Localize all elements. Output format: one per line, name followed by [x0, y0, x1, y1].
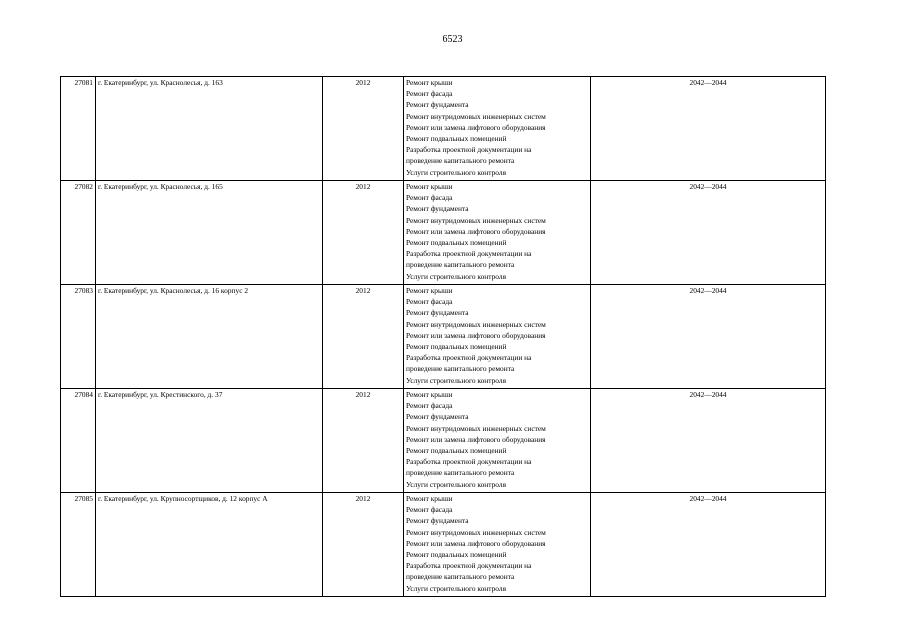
work-item: Ремонт подвальных помещений [406, 238, 507, 248]
work-item: проведение капитального ремонта [406, 468, 515, 478]
table-row [61, 493, 826, 597]
repair-period: 2042—2044 [591, 181, 826, 285]
year-cell: 2012 [323, 77, 404, 181]
building-address: г. Екатеринбург, ул. Краснолесья, д. 16 корпус 2 [96, 285, 323, 389]
year-cell: 2012 [323, 285, 404, 389]
work-item: Ремонт внутридомовых инженерных систем [406, 527, 546, 537]
year-cell: 2012 [323, 389, 404, 493]
work-item: Услуги строительного контроля [406, 167, 506, 177]
work-item: Ремонт крыши [406, 494, 453, 503]
table-row [61, 77, 826, 181]
work-item: Ремонт фасада [406, 401, 453, 411]
table-row [61, 181, 826, 285]
repair-period: 2042—2044 [591, 77, 826, 181]
works-list [404, 389, 591, 493]
work-item: Ремонт внутридомовых инженерных систем [406, 111, 546, 121]
work-item: Ремонт крыши [406, 78, 453, 87]
work-item: Ремонт или замена лифтового оборудования [406, 226, 546, 236]
work-item: Ремонт крыши [406, 390, 453, 399]
building-address: г. Екатеринбург, ул. Краснолесья, д. 165 [96, 181, 323, 285]
work-item: Ремонт фасада [406, 297, 453, 307]
repair-schedule-table [60, 76, 826, 597]
work-item: Ремонт внутридомовых инженерных систем [406, 215, 546, 225]
work-item: Ремонт подвальных помещений [406, 446, 507, 456]
work-item: Услуги строительного контроля [406, 375, 506, 385]
work-item: Разработка проектной документации на [406, 249, 532, 259]
work-item: Ремонт внутридомовых инженерных систем [406, 319, 546, 329]
work-item: Услуги строительного контроля [406, 271, 506, 281]
table-row [61, 285, 826, 389]
row-number: 27081 [61, 77, 96, 181]
works-list [404, 181, 591, 285]
work-item: Ремонт фундамента [406, 516, 469, 526]
year-cell: 2012 [323, 181, 404, 285]
works-list [404, 77, 591, 181]
repair-period: 2042—2044 [591, 285, 826, 389]
works-list [404, 493, 591, 597]
work-item: Ремонт фундамента [406, 204, 469, 214]
work-item: Ремонт фасада [406, 89, 453, 99]
table-row [61, 389, 826, 493]
building-address: г. Екатеринбург, ул. Крупносортщиков, д. 12 корпус А [96, 493, 323, 597]
work-item: Ремонт подвальных помещений [406, 134, 507, 144]
year-cell: 2012 [323, 493, 404, 597]
work-item: проведение капитального ремонта [406, 572, 515, 582]
work-item: Ремонт подвальных помещений [406, 342, 507, 352]
work-item: Ремонт или замена лифтового оборудования [406, 122, 546, 132]
work-item: Ремонт или замена лифтового оборудования [406, 434, 546, 444]
building-address: г. Екатеринбург, ул. Краснолесья, д. 163 [96, 77, 323, 181]
work-item: Ремонт фундамента [406, 308, 469, 318]
building-address: г. Екатеринбург, ул. Крестинского, д. 37 [96, 389, 323, 493]
row-number: 27083 [61, 285, 96, 389]
work-item: Услуги строительного контроля [406, 479, 506, 489]
work-item: Разработка проектной документации на [406, 353, 532, 363]
work-item: проведение капитального ремонта [406, 260, 515, 270]
row-number: 27084 [61, 389, 96, 493]
work-item: Ремонт или замена лифтового оборудования [406, 538, 546, 548]
work-item: проведение капитального ремонта [406, 156, 515, 166]
work-item: Разработка проектной документации на [406, 561, 532, 571]
work-item: Ремонт фундамента [406, 412, 469, 422]
row-number: 27082 [61, 181, 96, 285]
work-item: проведение капитального ремонта [406, 364, 515, 374]
row-number: 27085 [61, 493, 96, 597]
work-item: Услуги строительного контроля [406, 583, 506, 593]
work-item: Ремонт фасада [406, 505, 453, 515]
repair-period: 2042—2044 [591, 389, 826, 493]
work-item: Ремонт подвальных помещений [406, 550, 507, 560]
work-item: Ремонт фундамента [406, 100, 469, 110]
work-item: Разработка проектной документации на [406, 145, 532, 155]
work-item: Ремонт или замена лифтового оборудования [406, 330, 546, 340]
work-item: Разработка проектной документации на [406, 457, 532, 467]
works-list [404, 285, 591, 389]
work-item: Ремонт внутридомовых инженерных систем [406, 423, 546, 433]
repair-period: 2042—2044 [591, 493, 826, 597]
work-item: Ремонт фасада [406, 193, 453, 203]
page-number: 6523 [442, 34, 463, 45]
work-item: Ремонт крыши [406, 182, 453, 191]
work-item: Ремонт крыши [406, 286, 453, 295]
